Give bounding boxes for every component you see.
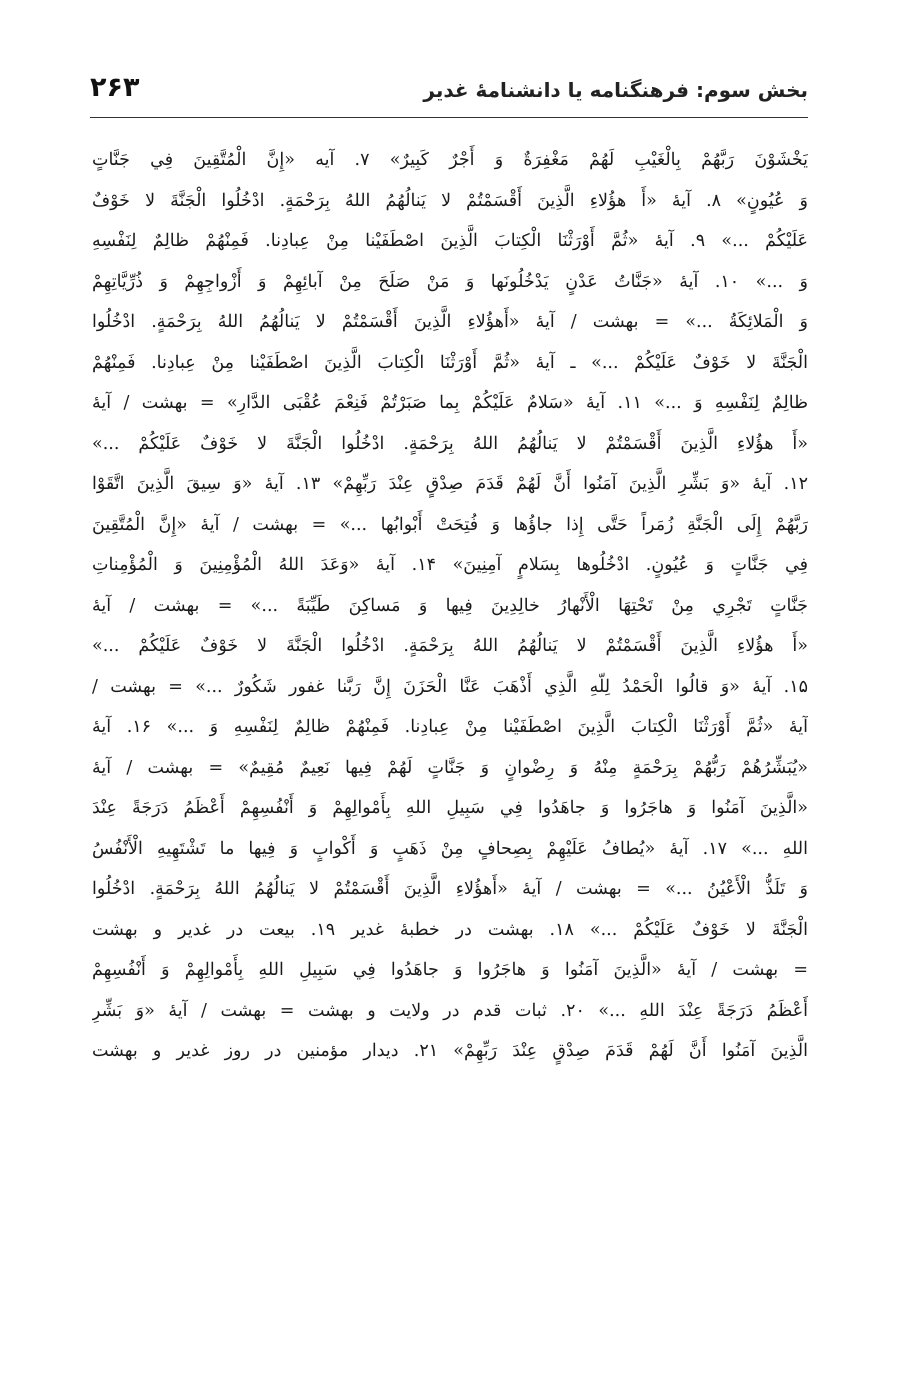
text-line: رَبَّهُمْ إِلَى الْجَنَّةِ زُمَراً حَتَّى إِذا جاؤُها وَ فُتِحَتْ أَبْوابُها ...» = بهشت / آیۀ «إِنَّ الْمُتَّقِينَ — [92, 514, 808, 535]
text-line: ظالِمٌ لِنَفْسِهِ وَ ...» ۱۱. آیۀ «سَلامٌ عَلَيْكُمْ بِما صَبَرْتُمْ فَنِعْمَ عُقْبَى الدَّارِ» = بهشت / آیۀ — [92, 393, 808, 413]
text-line: ۱۵. آیۀ «وَ قالُوا الْحَمْدُ لِلّهِ الَّذِي أَذْهَبَ عَنَّا الْحَزَنَ إِنَّ رَبَّنا غفور شَكُورٌ ...» = بهشت / — [92, 676, 808, 697]
text-line: «الَّذِينَ آمَنُوا وَ هاجَرُوا وَ جاهَدُوا فِي سَبِيلِ اللهِ بِأَمْوالِهِمْ وَ أَنْفُسِهِمْ أَعْظَمُ دَرَجَةً عِنْدَ — [92, 798, 808, 818]
text-line: الْجَنَّةَ لا خَوْفٌ عَلَيْكُمْ ...» ۱۸. بهشت در خطبۀ غدیر ۱۹. بیعت در غدیر و بهشت — [92, 919, 808, 940]
page-number: ۲۶۳ — [90, 72, 140, 103]
text-line: الَّذِينَ آمَنُوا أَنَّ لَهُمْ قَدَمَ صِدْقٍ عِنْدَ رَبِّهِمْ» ۲۱. دیدار مؤمنین در روز غدیر و بهشت — [92, 1041, 808, 1061]
text-line: «أَ هؤُلاءِ الَّذِينَ أَقْسَمْتُمْ لا يَنالُهُمُ اللهُ بِرَحْمَةٍ. ادْخُلُوا الْجَنَّةَ لا خَوْفٌ عَلَيْكُمْ ...» — [92, 636, 808, 656]
text-line: أَعْظَمُ دَرَجَةً عِنْدَ اللهِ ...» ۲۰. ثبات قدم در ولایت و بهشت = بهشت / آیۀ «وَ بَشِّرِ — [92, 1000, 808, 1021]
text-line: وَ الْمَلائِكَةُ ...» = بهشت / آیۀ «أَهؤُلاءِ الَّذِينَ أَقْسَمْتُمْ لا يَنالُهُمُ اللهُ بِرَحْمَةٍ. ادْخُلُوا — [92, 312, 808, 332]
text-line: یَخْشَوْنَ رَبَّهُمْ بِالْغَيْبِ لَهُمْ مَغْفِرَةٌ وَ أَجْرٌ كَبِيرٌ» ۷. آیه «إِنَّ الْمُتَّقِينَ فِي جَنَّاتٍ — [92, 150, 808, 170]
text-line: وَ ...» ۱۰. آیۀ «جَنَّاتُ عَدْنٍ يَدْخُلُونَها وَ مَنْ صَلَحَ مِنْ آبائِهِمْ وَ أَزْواجِهِمْ وَ ذُرِّيَّاتِهِمْ — [92, 271, 808, 292]
text-line: وَ تَلَذُّ الْأَعْيُنُ ...» = بهشت / آیۀ «أَهؤُلاءِ الَّذِينَ أَقْسَمْتُمْ لا يَنالُهُمُ اللهُ بِرَحْمَةٍ. ادْخُلُوا — [92, 879, 808, 899]
page-header — [90, 72, 808, 112]
text-line: اللهِ ...» ۱۷. آیۀ «يُطافُ عَلَيْهِمْ بِصِحافٍ مِنْ ذَهَبٍ وَ أَكْوابٍ وَ فِيها ما تَشْتَهِيهِ الْأَنْفُسُ — [92, 838, 808, 859]
text-line: فِي جَنَّاتٍ وَ عُيُونٍ. ادْخُلُوها بِسَلامٍ آمِنِينَ» ۱۴. آیۀ «وَعَدَ اللهُ الْمُؤْمِنِينَ وَ الْمُؤْمِناتِ — [92, 555, 808, 575]
text-line: جَنَّاتٍ تَجْرِي مِنْ تَحْتِهَا الْأَنْهارُ خالِدِينَ فِيها وَ مَساكِنَ طَيِّبَةً ...» = بهشت / آیۀ — [92, 595, 808, 616]
text-line: عَلَيْكُمْ ...» ۹. آیۀ «ثُمَّ أَوْرَثْنَا الْكِتابَ الَّذِينَ اصْطَفَيْنا مِنْ عِبادِنا. فَمِنْهُمْ ظالِمٌ لِنَفْسِهِ — [92, 231, 808, 251]
text-line: = بهشت / آیۀ «الَّذِينَ آمَنُوا وَ هاجَرُوا وَ جاهَدُوا فِي سَبِيلِ اللهِ بِأَمْوالِهِمْ وَ أَنْفُسِهِمْ — [92, 960, 808, 980]
text-line: «أَ هؤُلاءِ الَّذِينَ أَقْسَمْتُمْ لا يَنالُهُمُ اللهُ بِرَحْمَةٍ. ادْخُلُوا الْجَنَّةَ لا خَوْفٌ عَلَيْكُمْ ...» — [92, 433, 808, 454]
text-line: «يُبَشِّرُهُمْ رَبُّهُمْ بِرَحْمَةٍ مِنْهُ وَ رِضْوانٍ وَ جَنَّاتٍ لَهُمْ فِيها نَعِيمٌ مُقِيمٌ» = بهشت / آیۀ — [92, 757, 808, 778]
text-line: وَ عُيُونٍ» ۸. آیۀ «أَ هؤُلاءِ الَّذِينَ أَقْسَمْتُمْ لا يَنالُهُمُ اللهُ بِرَحْمَةٍ. ادْخُلُوا الْجَنَّةَ لا خَوْفٌ — [92, 190, 808, 211]
body-text — [92, 140, 808, 1072]
text-line: آیۀ «ثُمَّ أَوْرَثْنَا الْكِتابَ الَّذِينَ اصْطَفَيْنا مِنْ عِبادِنا. فَمِنْهُمْ ظالِمٌ لِنَفْسِهِ وَ ...» ۱۶. آیۀ — [92, 717, 808, 737]
text-line: الْجَنَّةَ لا خَوْفٌ عَلَيْكُمْ ...» ـ آیۀ «ثُمَّ أَوْرَثْنَا الْكِتابَ الَّذِينَ اصْطَفَيْنا مِنْ عِبادِنا. فَمِنْهُمْ — [92, 352, 808, 373]
running-head-title: بخش سوم: فرهنگنامه یا دانشنامۀ غدیر — [423, 78, 808, 102]
header-divider — [90, 117, 808, 118]
text-line: ۱۲. آیۀ «وَ بَشِّرِ الَّذِينَ آمَنُوا أَنَّ لَهُمْ قَدَمَ صِدْقٍ عِنْدَ رَبِّهِمْ» ۱۳. آیۀ «وَ سِيقَ الَّذِينَ اتَّقَوْا — [92, 474, 808, 494]
